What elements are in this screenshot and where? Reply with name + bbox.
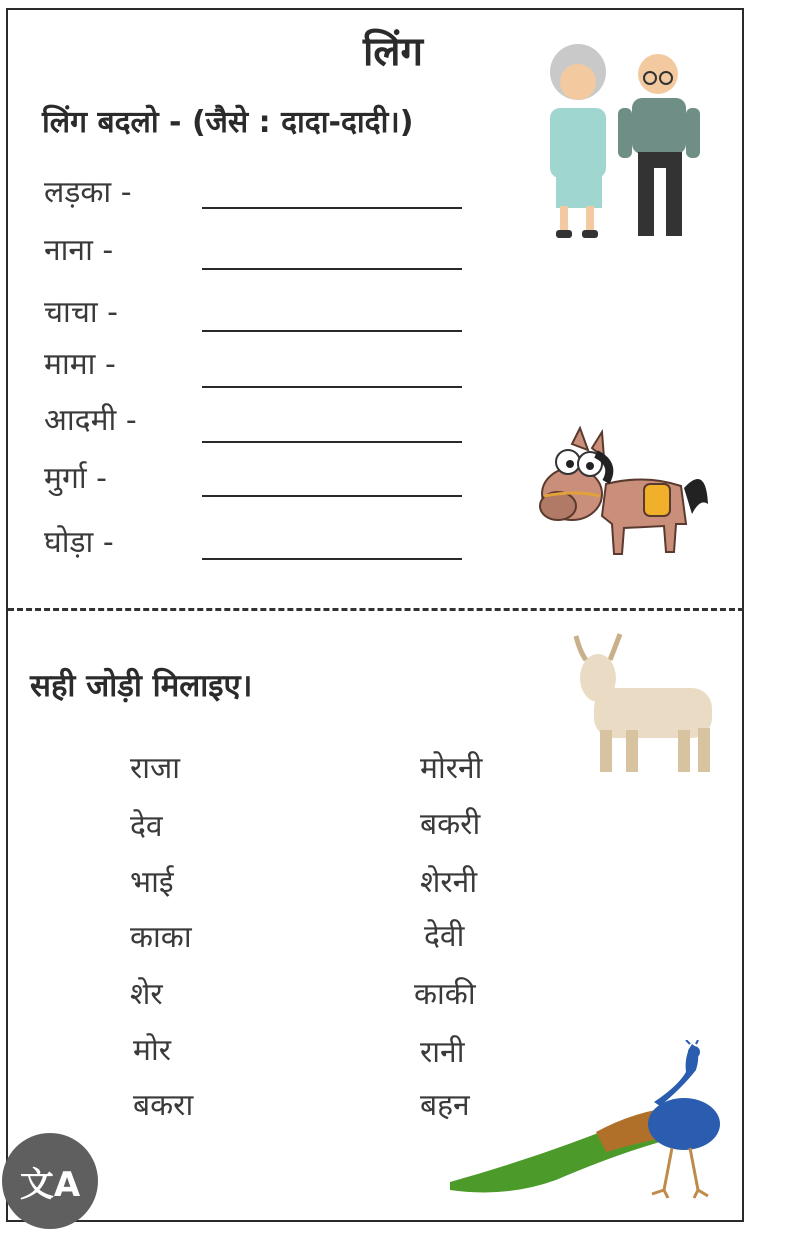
right-word: रानी [420,1035,465,1070]
translate-icon: 文A [19,1164,81,1205]
change-gender-instruction: लिंग बदलो - (जैसे : दादा-दादी।) [42,105,414,140]
answer-blank [202,441,462,443]
word-item: चाचा - [44,295,119,330]
left-word: बकरा [133,1088,194,1123]
left-word: देव [130,809,163,844]
translate-button[interactable] [2,1133,98,1229]
right-word: बकरी [420,807,481,842]
answer-blank [202,386,462,388]
answer-blank [202,330,462,332]
left-word: भाई [130,865,174,900]
page-title: लिंग [363,29,423,75]
answer-blank [202,207,462,209]
right-word: बहन [420,1088,470,1123]
match-pairs-instruction: सही जोड़ी मिलाइए। [30,668,253,704]
right-word: काकी [414,977,476,1012]
peacock-illustration [446,1040,726,1204]
left-word: मोर [133,1033,171,1068]
section-divider [8,608,744,611]
right-word: शेरनी [420,865,478,900]
word-item: मुर्गा - [44,461,107,496]
grandparents-illustration [536,38,706,242]
left-word: राजा [130,751,181,786]
word-item: नाना - [44,233,114,268]
word-item: घोड़ा - [44,525,114,560]
answer-blank [202,495,462,497]
answer-blank [202,558,462,560]
goat-illustration [560,630,716,776]
answer-blank [202,268,462,270]
right-word: देवी [424,919,465,954]
left-word: काका [130,920,192,955]
right-word: मोरनी [420,751,483,786]
word-item: मामा - [44,347,116,382]
left-word: शेर [130,977,163,1012]
word-item: लड़का - [44,175,132,210]
word-item: आदमी - [44,403,137,438]
horse-illustration [536,424,714,562]
